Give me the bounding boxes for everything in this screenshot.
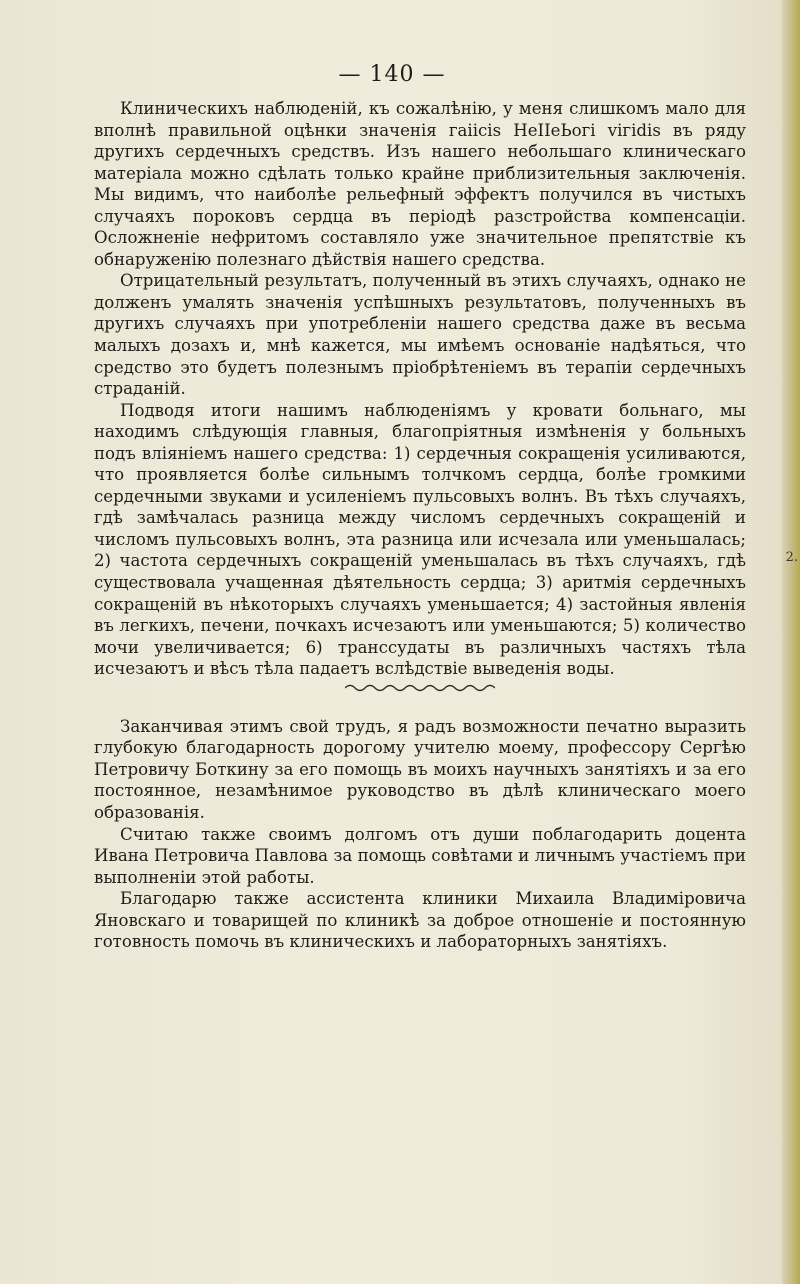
paragraph-1: Клиническихъ наблюденій, къ сожалѣнію, у меня слишкомъ мало для вполнѣ правильной оцѣнки значенія гаіісіs НеІІеЬогі vігіdіs въ ряду другихъ сердечныхъ средствъ. Изъ нашего небольшаго клиническаго матеріала можно сдѣлать только крайне приблизительныя заключенія. Мы видимъ, что наиболѣе рельефный эффектъ получился въ чистыхъ случаяхъ пороковъ сердца въ періодѣ разстройства компенсаціи. Осложненіе нефритомъ составляло уже значительное препятствіе къ обнаруженію полезнаго дѣйствія нашего средства. xyxy=(94,99,746,269)
margin-mark: 2. xyxy=(785,550,798,565)
page-number: — 140 — xyxy=(338,62,446,87)
wavy-divider-icon xyxy=(345,683,495,693)
paragraph-5: Считаю также своимъ долгомъ отъ души поблагодарить доцента Ивана Петровича Павлова за помощь совѣтами и личнымъ участіемъ при выполненіи этой работы. xyxy=(94,824,746,887)
spacer xyxy=(94,696,746,716)
paragraph-3: Подводя итоги нашимъ наблюденіямъ у кровати больнаго, мы находимъ слѣдующія главныя, благопріятныя измѣненія у больныхъ подъ вліяніемъ нашего средства: 1) сердечныя сокращенія усиливаются, что проявляется болѣе сильнымъ толчкомъ сердца, болѣе громкими сердечными звуками и усиленіемъ пульсовыхъ волнъ. Въ тѣхъ случаяхъ, гдѣ замѣчалась разница между числомъ сердечныхъ сокращеній и числомъ пульсовыхъ волнъ, эта разница или исчезала или уменьшалась; 2) частота сердечныхъ сокращеній уменьшалась въ тѣхъ случаяхъ, гдѣ существовала учащенная дѣятельность сердца; 3) аритмія сердечныхъ сокращеній въ нѣкоторыхъ случаяхъ уменьшается; 4) застойныя явленія въ легкихъ, печени, почкахъ исчезаютъ или уменьшаются; 5) количество мочи увеличивается; 6) транссудаты въ различныхъ частяхъ тѣла исчезаютъ и вѣсъ тѣла падаетъ вслѣдствіе выведенія воды. xyxy=(94,400,746,679)
section-divider xyxy=(94,680,746,696)
binding-edge xyxy=(782,0,800,1284)
paragraph-6: Благодарю также ассистента клиники Михаила Владиміровича Яновскаго и товарищей по клиникѣ за доброе отношеніе и постоянную готовность помочь въ клиническихъ и лабораторныхъ занятіяхъ. xyxy=(94,889,746,952)
paragraph-4: Заканчивая этимъ свой трудъ, я радъ возможности печатно выразить глубокую благодарность дорогому учителю моему, профессору Сергѣю Петровичу Боткину за его помощь въ моихъ научныхъ занятіяхъ и за его постоянное, незамѣнимое руководство въ дѣлѣ клиническаго моего образованія. xyxy=(94,716,746,822)
paragraph-2: Отрицательный результатъ, полученный въ этихъ случаяхъ, однако не долженъ умалять значенія успѣшныхъ результатовъ, полученныхъ въ другихъ случаяхъ при употребленіи нашего средства даже въ весьма малыхъ дозахъ и, мнѣ кажется, мы имѣемъ основаніе надѣяться, что средство это будетъ полезнымъ пріобрѣтеніемъ въ терапіи сердечныхъ страданій. xyxy=(94,271,746,399)
text-body xyxy=(94,98,746,953)
